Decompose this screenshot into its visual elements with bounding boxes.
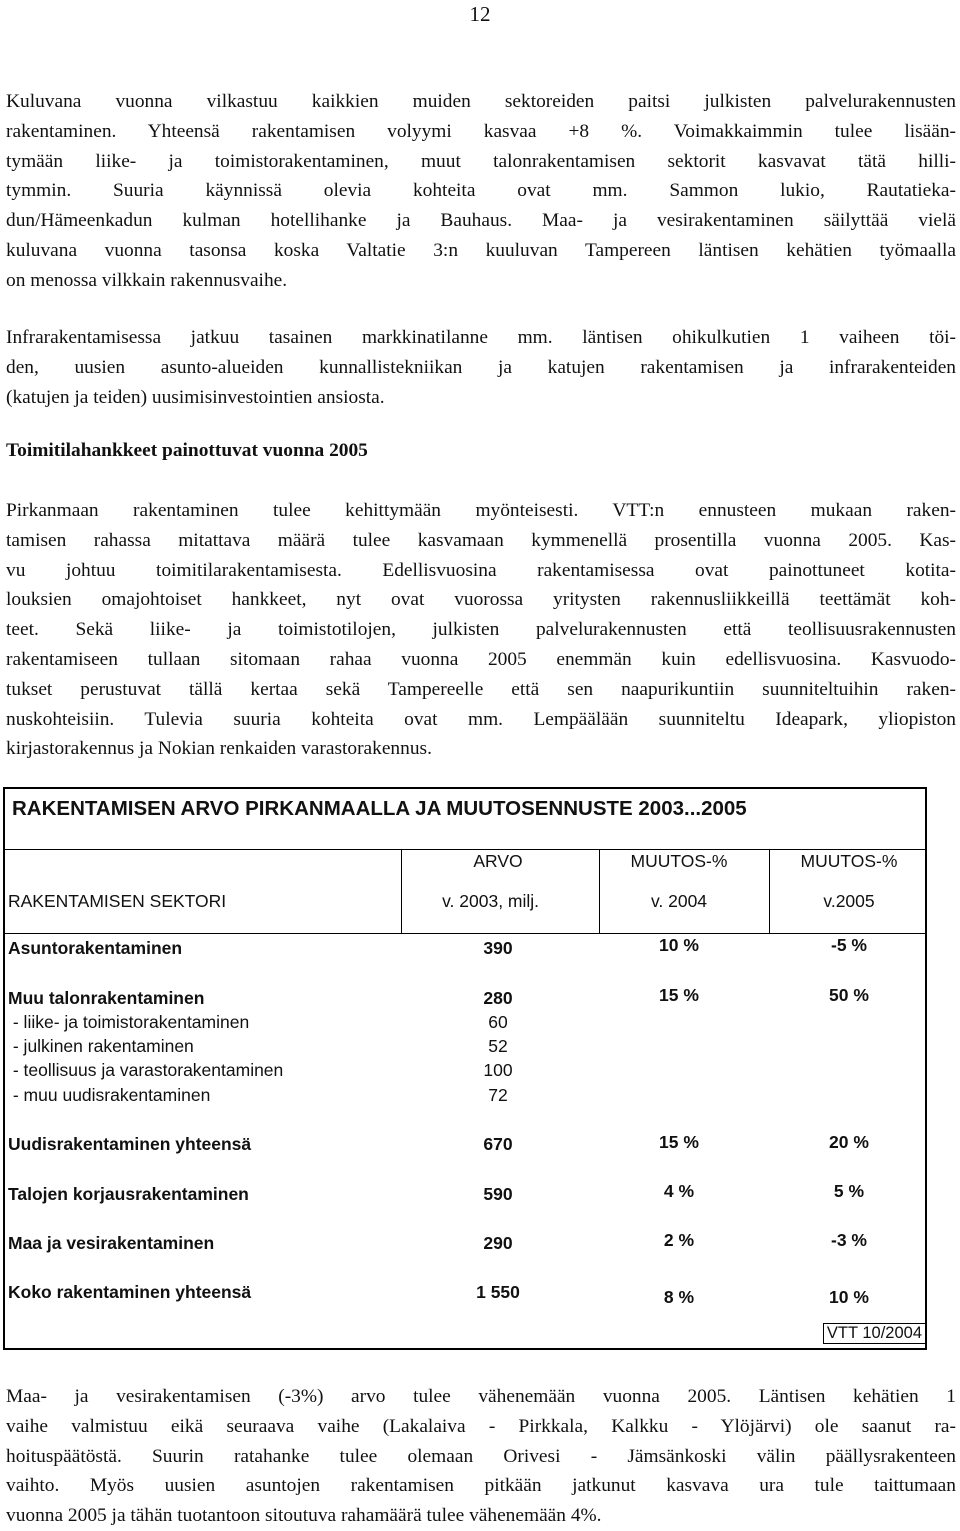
row-label: - julkinen rakentaminen [8,1036,194,1056]
page-number: 12 [469,2,491,26]
row-muutos-2004: 15 % [659,985,699,1005]
construction-value-table [3,787,927,1350]
row-muutos-2004: 8 % [663,1287,695,1307]
text-line: kuluvana vuonna tasonsa koska Valtatie 3:n kuuluvan Tampereen läntisen kehätien työmaalla [6,239,956,261]
row-muutos-2004: 10 % [659,935,699,955]
row-muutos-2004: 2 % [663,1230,695,1250]
row-label: Asuntorakentaminen [8,938,183,958]
row-label: Talojen korjausrakentaminen [8,1184,249,1204]
row-label: Maa ja vesirakentaminen [8,1233,215,1253]
row-arvo: 590 [483,1184,513,1204]
header-arvo: ARVO [473,851,523,871]
text-line: vuonna 2005 ja tähän tuotantoon sitoutuva rahamäärä tulee vähenemään 4%. [6,1505,602,1527]
row-arvo: 60 [488,1012,508,1032]
paragraph-3 [6,496,956,764]
row-arvo: 72 [488,1085,508,1105]
row-muutos-2005: -5 % [831,935,867,955]
text-line: teet. Sekä liike- ja toimistotilojen, julkisten palvelurakennusten että teollisuusrakennusten [6,619,956,641]
header-sector: RAKENTAMISEN SEKTORI [8,891,227,911]
text-line: hoituspäätöstä. Suurin ratahanke tulee olemaan Orivesi - Jämsänkoski välin päällysrakenteen [6,1445,956,1467]
row-label: - liike- ja toimistorakentaminen [8,1012,250,1032]
table-header-rule [3,849,927,850]
table-header-underline [5,933,925,934]
row-muutos-2004: 4 % [663,1181,695,1201]
text-line: dun/Hämeenkadun kulman hotellihanke ja Bauhaus. Maa- ja vesirakentaminen säilyttää vielä [6,210,956,232]
text-line: (katujen ja teiden) uusimisinvestointien ansiosta. [6,386,385,408]
row-muutos-2005: 20 % [829,1132,869,1152]
paragraph-1 [6,87,956,296]
row-muutos-2005: 50 % [829,985,869,1005]
text-line: nuskohteisiin. Tulevia suuria kohteita ovat mm. Lempäälään suunniteltu Ideapark, yliopiston [6,708,956,730]
text-line: louksien omajohtoiset hankkeet, nyt ovat vuorossa yritysten rakennusliikkeillä teettämät koh- [6,589,956,611]
row-muutos-2004: 15 % [659,1132,699,1152]
row-arvo: 280 [483,988,513,1008]
text-line: vu johtuu toimitilarakentamisesta. Edellisvuosina rakentamisessa ovat painottuneet kotita- [6,559,956,581]
text-line: kirjastorakennus ja Nokian renkaiden varastorakennus. [6,738,432,760]
text-line: Infrarakentamisessa jatkuu tasainen markkinatilanne mm. läntisen ohikulkutien 1 vaiheen töi- [6,327,956,348]
row-label: - teollisuus ja varastorakentaminen [8,1060,284,1080]
text-line: tymään liike- ja toimistorakentaminen, muut talonrakentamisen sektorit kasvavat tätä hilli- [6,150,956,172]
row-label: Koko rakentaminen yhteensä [8,1282,252,1302]
text-line: rakentamiseen tullaan sitomaan rahaa vuonna 2005 enemmän kuin edellisvuosina. Kasvuodo- [6,648,956,670]
text-line: tukset perustuvat tällä kertaa sekä Tampereelle että sen naapurikuntiin suunniteltuihin raken- [6,678,956,700]
table-source: VTT 10/2004 [823,1323,925,1344]
table-title: RAKENTAMISEN ARVO PIRKANMAALLA JA MUUTOSENNUSTE 2003...2005 [12,797,747,820]
header-arvo-unit: v. 2003, milj. [442,891,540,911]
row-arvo: 390 [483,938,513,958]
row-muutos-2005: 5 % [833,1181,865,1201]
text-line: tymmin. Suuria käynnissä olevia kohteita ovat mm. Sammon lukio, Rautatieka- [6,180,956,202]
row-muutos-2005: 10 % [829,1287,869,1307]
row-muutos-2005: -3 % [831,1230,867,1250]
text-line: tamisen rahassa mitattava määrä tulee kasvamaan kymmenellä prosentilla vuonna 2005. Kas- [6,529,956,551]
header-muutos-2005: MUUTOS-% [800,851,898,871]
section-heading: Toimitilahankkeet painottuvat vuonna 2005 [6,440,368,461]
row-arvo: 1 550 [476,1282,520,1302]
text-line: Kuluvana vuonna vilkastuu kaikkien muiden sektoreiden paitsi julkisten palvelurakennusten [6,91,956,112]
text-line: Pirkanmaan rakentaminen tulee kehittymään myönteisesti. VTT:n ennusteen mukaan raken- [6,500,956,521]
text-line: vaihto. Myös uusien asuntojen rakentamisen pitkään jatkunut kasvava ura tule taittumaan [6,1475,956,1497]
row-label: Uudisrakentaminen yhteensä [8,1134,252,1154]
row-label: - muu uudisrakentaminen [8,1085,211,1105]
row-arvo: 52 [488,1036,508,1056]
row-arvo: 100 [483,1060,513,1080]
header-year-2005: v.2005 [823,891,875,911]
row-label: Muu talonrakentaminen [8,988,205,1008]
paragraph-4 [6,1382,956,1531]
text-line: vaihe valmistuu eikä seuraava vaihe (Lakalaiva - Pirkkala, Kalkku - Ylöjärvi) ole saanut ra- [6,1415,956,1437]
row-arvo: 290 [483,1233,513,1253]
text-line: on menossa vilkkain rakennusvaihe. [6,269,288,291]
text-line: Maa- ja vesirakentamisen (-3%) arvo tulee vähenemään vuonna 2005. Läntisen kehätien 1 [6,1386,956,1407]
row-arvo: 670 [483,1134,513,1154]
text-line: rakentaminen. Yhteensä rakentamisen volyymi kasvaa +8 %. Voimakkaimmin tulee lisään- [6,120,956,142]
text-line: den, uusien asunto-alueiden kunnallistekniikan ja katujen rakentamisen ja infrarakenteiden [6,356,956,378]
header-year-2004: v. 2004 [650,891,708,911]
header-muutos-2004: MUUTOS-% [630,851,728,871]
paragraph-2 [6,323,956,412]
